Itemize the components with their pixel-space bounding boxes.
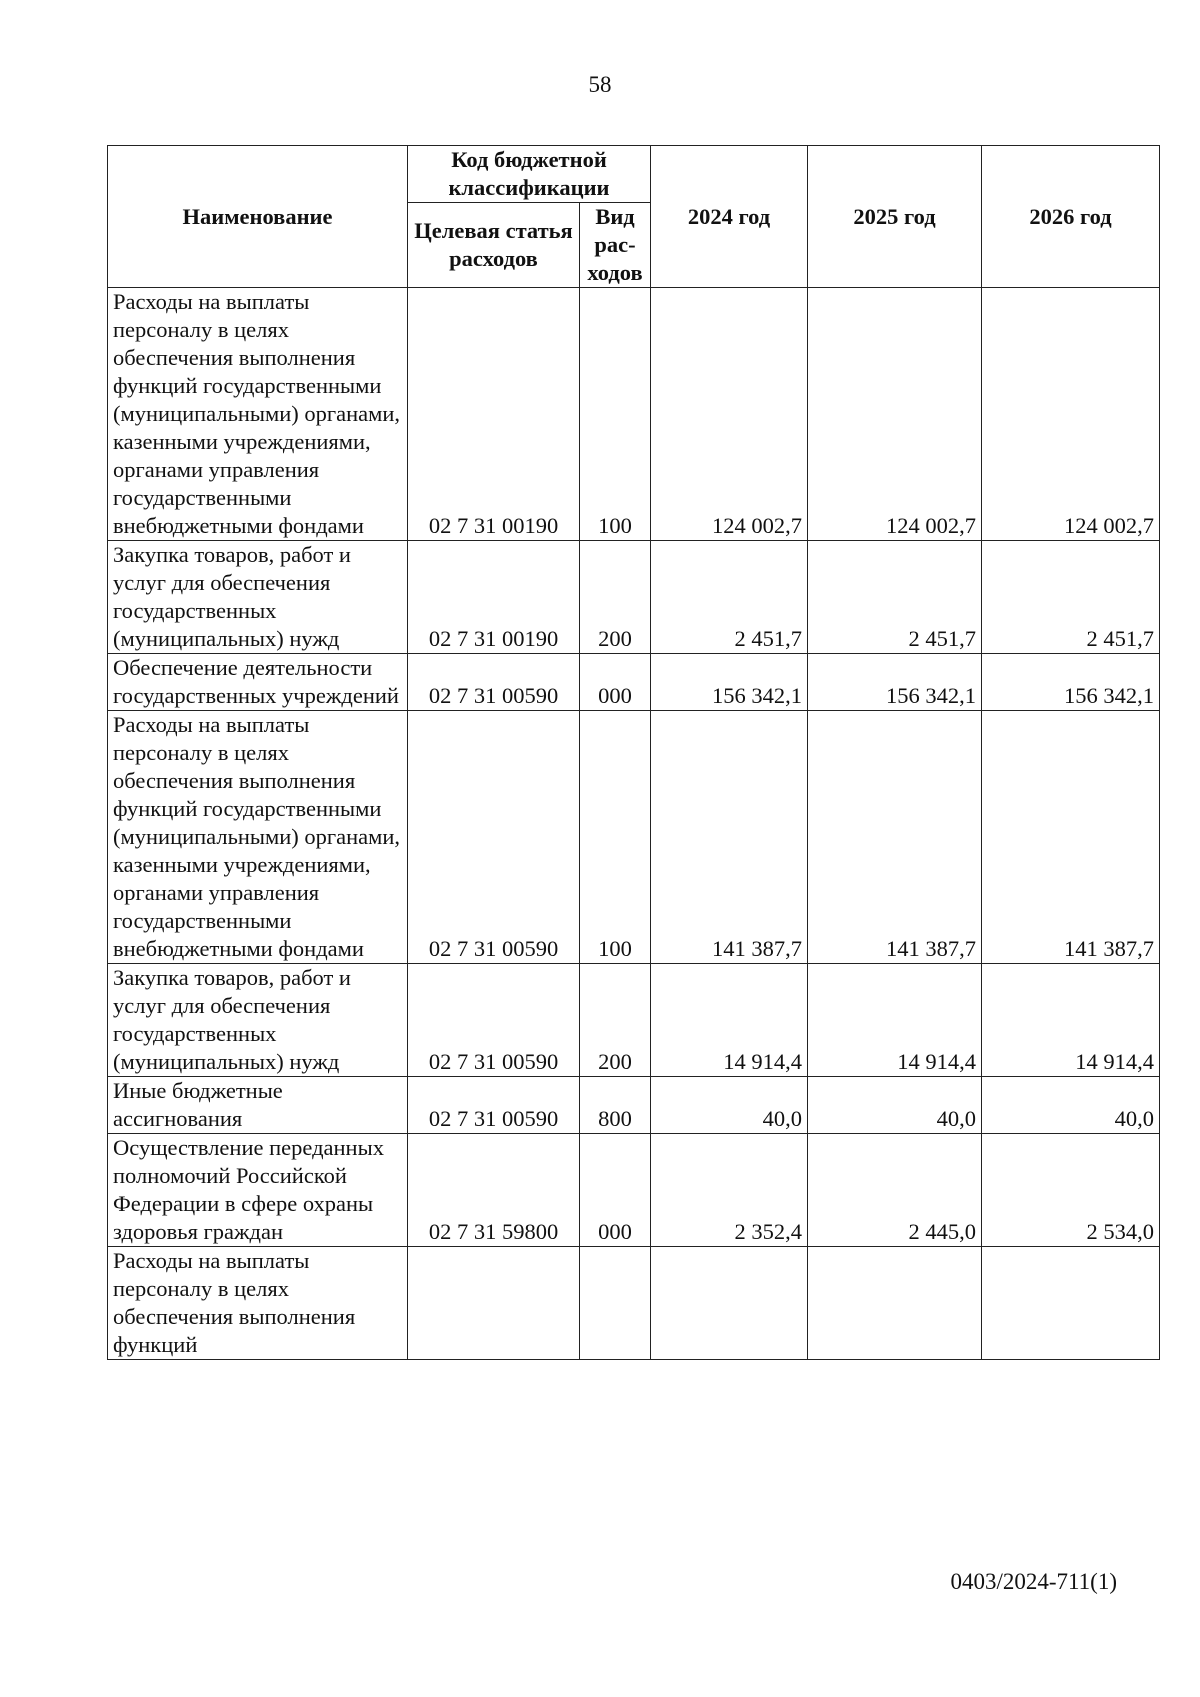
row-value-2025: 2 445,0 <box>808 1134 982 1247</box>
header-name: Наименование <box>108 146 408 288</box>
row-value-2025: 40,0 <box>808 1077 982 1134</box>
table-row <box>108 964 1160 1077</box>
row-value-2025: 156 342,1 <box>808 654 982 711</box>
row-value-2026: 141 387,7 <box>982 711 1160 964</box>
row-value-2024: 156 342,1 <box>651 654 808 711</box>
row-value-2026: 156 342,1 <box>982 654 1160 711</box>
row-value-2025: 124 002,7 <box>808 288 982 541</box>
page-number: 58 <box>588 72 612 97</box>
row-target-code: 02 7 31 59800 <box>408 1134 580 1247</box>
row-value-2026: 2 451,7 <box>982 541 1160 654</box>
row-value-2024: 124 002,7 <box>651 288 808 541</box>
row-name: Обеспечение деятельности государственных учреждений <box>108 654 408 711</box>
table-row <box>108 711 1160 964</box>
row-kind-code: 100 <box>580 288 651 541</box>
row-value-2024: 40,0 <box>651 1077 808 1134</box>
row-value-2026: 2 534,0 <box>982 1134 1160 1247</box>
row-target-code: 02 7 31 00190 <box>408 288 580 541</box>
row-value-2026: 40,0 <box>982 1077 1160 1134</box>
row-value-2024: 141 387,7 <box>651 711 808 964</box>
table-row <box>108 654 1160 711</box>
row-name: Расходы на выплаты персоналу в целях обеспечения выполнения функций <box>108 1247 408 1360</box>
row-name: Расходы на выплаты персоналу в целях обеспечения выполнения функций государственными (муниципальными) органами, казенными учреждениями, органами управления государственными внебюджетными фондами <box>108 288 408 541</box>
table-row <box>108 541 1160 654</box>
row-kind-code: 200 <box>580 541 651 654</box>
header-target-article: Целевая статья расходов <box>408 203 580 288</box>
row-target-code: 02 7 31 00590 <box>408 1077 580 1134</box>
row-value-2024: 14 914,4 <box>651 964 808 1077</box>
table-row <box>108 1247 1160 1360</box>
row-name: Расходы на выплаты персоналу в целях обеспечения выполнения функций государственными (муниципальными) органами, казенными учреждениями, органами управления государственными внебюджетными фондами <box>108 711 408 964</box>
row-kind-code: 000 <box>580 654 651 711</box>
table-header <box>108 146 1160 288</box>
row-value-2025: 2 451,7 <box>808 541 982 654</box>
row-value-2024 <box>651 1247 808 1360</box>
row-value-2026: 124 002,7 <box>982 288 1160 541</box>
table-row <box>108 1134 1160 1247</box>
row-value-2025: 141 387,7 <box>808 711 982 964</box>
table-row <box>108 288 1160 541</box>
row-name: Закупка товаров, работ и услуг для обеспечения государственных (муниципальных) нужд <box>108 541 408 654</box>
table-row <box>108 1077 1160 1134</box>
row-kind-code: 000 <box>580 1134 651 1247</box>
row-kind-code: 200 <box>580 964 651 1077</box>
row-target-code <box>408 1247 580 1360</box>
row-value-2026: 14 914,4 <box>982 964 1160 1077</box>
row-kind-code: 800 <box>580 1077 651 1134</box>
row-value-2024: 2 352,4 <box>651 1134 808 1247</box>
header-expense-kind: Вид рас- ходов <box>580 203 651 288</box>
row-value-2025 <box>808 1247 982 1360</box>
header-year-2025: 2025 год <box>808 146 982 288</box>
row-value-2024: 2 451,7 <box>651 541 808 654</box>
header-code-group: Код бюджетной классификации <box>408 146 651 203</box>
row-kind-code <box>580 1247 651 1360</box>
row-target-code: 02 7 31 00590 <box>408 654 580 711</box>
row-target-code: 02 7 31 00590 <box>408 964 580 1077</box>
row-name: Закупка товаров, работ и услуг для обеспечения государственных (муниципальных) нужд <box>108 964 408 1077</box>
budget-table <box>107 145 1160 1360</box>
row-value-2025: 14 914,4 <box>808 964 982 1077</box>
header-year-2024: 2024 год <box>651 146 808 288</box>
row-name: Осуществление переданных полномочий Российской Федерации в сфере охраны здоровья граждан <box>108 1134 408 1247</box>
row-name: Иные бюджетные ассигнования <box>108 1077 408 1134</box>
row-kind-code: 100 <box>580 711 651 964</box>
row-value-2026 <box>982 1247 1160 1360</box>
row-target-code: 02 7 31 00190 <box>408 541 580 654</box>
row-target-code: 02 7 31 00590 <box>408 711 580 964</box>
header-year-2026: 2026 год <box>982 146 1160 288</box>
document-number: 0403/2024-711(1) <box>950 1569 1117 1594</box>
